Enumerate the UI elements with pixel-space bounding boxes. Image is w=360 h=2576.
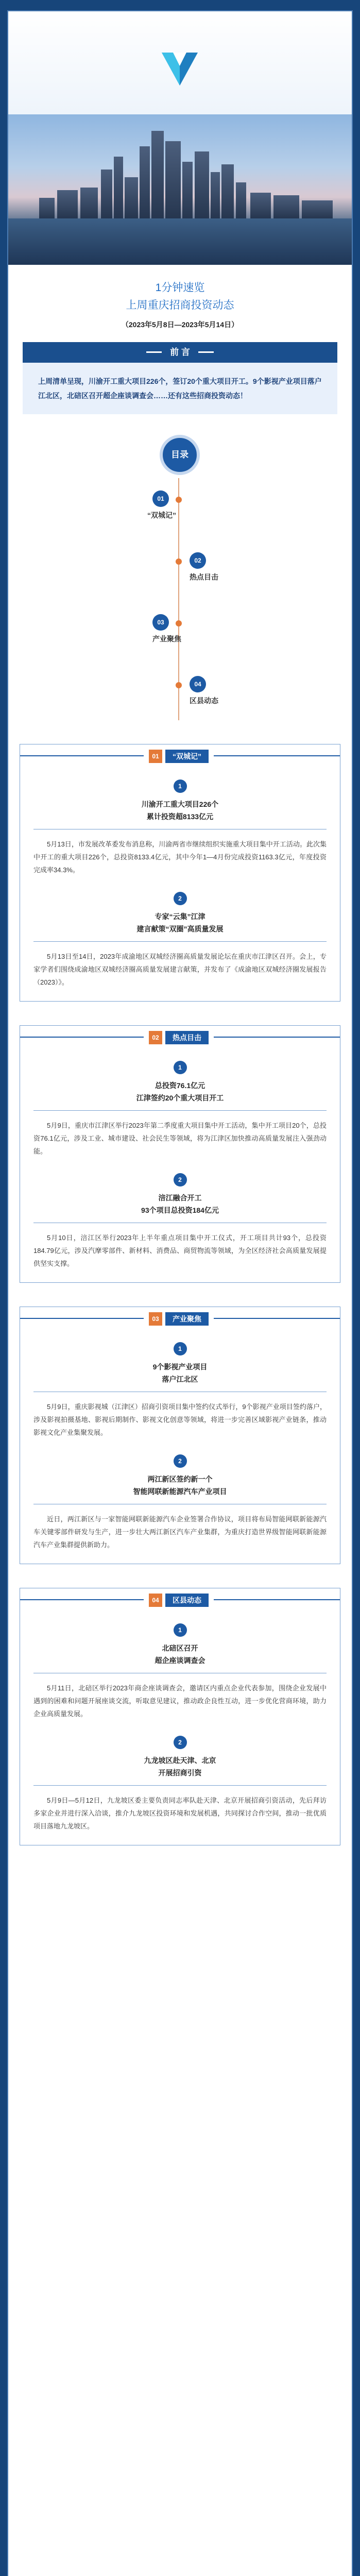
item-number: 1 bbox=[174, 1623, 187, 1637]
item-text: 近日，两江新区与一家智能网联新能源汽车企业签署合作协议，项目将布局智能网联新能源汽车关键零部件研发与生产，进一步壮大两江新区汽车产业集群，为重庆打造世界级智能网联新能源汽车产业集群提供新助力。 bbox=[33, 1515, 327, 1549]
preface-text: 上周清单呈现，川渝开工重大项目226个，签订20个重大项目开工。9个影视产业项目落户江北区，北碚区召开超企座谈调查会……还有这些招商投资动态！ bbox=[23, 363, 337, 414]
item-number: 2 bbox=[174, 1454, 187, 1468]
item-title: 北碚区召开 超企座谈调查会 bbox=[155, 1644, 205, 1665]
content-frame bbox=[7, 10, 353, 2576]
title-line2: 上周重庆招商投资动态 bbox=[126, 299, 234, 311]
item-number: 1 bbox=[174, 779, 187, 793]
toc-item-3[interactable]: 03 产业聚焦 bbox=[152, 614, 181, 644]
section-number: 01 bbox=[149, 750, 162, 763]
item-number: 2 bbox=[174, 1736, 187, 1749]
item-text: 5月11日，北碚区举行2023年商企座谈调查会，邀请区内重点企业代表参加，围绕企业发展中遇到的困难和问题开展座谈交流，听取意见建议，推动政企良性互动，进一步优化营商环境，助力企业高质量发展。 bbox=[33, 1684, 327, 1718]
section-district-news bbox=[20, 1588, 340, 1845]
section-header bbox=[20, 1588, 340, 1611]
section-header bbox=[20, 1026, 340, 1048]
section-double-city bbox=[20, 744, 340, 1002]
item-number: 2 bbox=[174, 892, 187, 905]
city-skyline-image bbox=[8, 114, 352, 265]
preface-heading: 前 言 bbox=[23, 342, 337, 363]
toc-item-2[interactable]: 02 热点目击 bbox=[190, 552, 218, 582]
section-header bbox=[20, 744, 340, 767]
section-title: 热点目击 bbox=[165, 1031, 209, 1044]
item-title: 涪江融合开工 93个项目总投资184亿元 bbox=[141, 1194, 219, 1214]
item-text: 5月13日至14日，2023年成渝地区双城经济圈高质量发展论坛在重庆市江津区召开。会上，专家学者们围绕成渝地区双城经济圈高质量发展建言献策，并发布了《成渝地区双城经济圈发展报告（2023）》。 bbox=[33, 953, 327, 986]
item-text: 5月9日—5月12日，九龙坡区委主要负责同志率队赴天津、北京开展招商引资活动，先后拜访多家企业并进行深入洽谈，推介九龙坡区投资环境和发展机遇，共同探讨合作空间，推动一批优质项目落地九龙坡区。 bbox=[33, 1797, 327, 1830]
section-title: 产业聚焦 bbox=[165, 1312, 209, 1326]
toc-item-1[interactable]: 01 “双城记” bbox=[152, 490, 176, 520]
section-title: 区县动态 bbox=[165, 1594, 209, 1607]
header-banner bbox=[8, 11, 352, 114]
title-block bbox=[8, 265, 352, 330]
date-range: （2023年5月8日—2023年5月14日） bbox=[121, 320, 239, 329]
item-title: 九龙坡区赴天津、北京 开展招商引资 bbox=[144, 1756, 216, 1777]
title-line1: 1分钟速览 bbox=[155, 282, 205, 294]
table-of-contents bbox=[8, 435, 352, 744]
item-title: 川渝开工重大项目226个 累计投资超8133亿元 bbox=[141, 800, 219, 821]
item-number: 2 bbox=[174, 1173, 187, 1187]
toc-title: 目录 bbox=[160, 435, 200, 475]
item-title: 9个影视产业项目 落户江北区 bbox=[152, 1363, 208, 1383]
section-header bbox=[20, 1307, 340, 1330]
item-title: 专家“云集”江津 建言献策“双圈”高质量发展 bbox=[136, 912, 224, 933]
section-hot-spots bbox=[20, 1025, 340, 1283]
item-text: 5月9日，重庆影视城（江津区）招商引资项目集中签约仪式举行，9个影视产业项目签约落户，涉及影视拍摄基地、影视后期制作、影视文化创意等领域，将进一步完善区域影视产业链条，推动影视文化产业集聚发展。 bbox=[33, 1403, 327, 1436]
section-number: 03 bbox=[149, 1312, 162, 1326]
item-title: 总投资76.1亿元 江津签约20个重大项目开工 bbox=[136, 1081, 224, 1102]
item-text: 5月9日，重庆市江津区举行2023年第二季度重大项目集中开工活动，集中开工项目20个，总投资76.1亿元，涉及工业、城市建设、社会民生等领域，将为江津区加快推动高质量发展注入强劲动能。 bbox=[33, 1122, 327, 1155]
item-number: 1 bbox=[174, 1342, 187, 1355]
section-industry-focus bbox=[20, 1307, 340, 1564]
item-number: 1 bbox=[174, 1061, 187, 1074]
section-number: 02 bbox=[149, 1031, 162, 1044]
section-number: 04 bbox=[149, 1594, 162, 1607]
item-title: 两江新区签约新一个 智能网联新能源汽车产业项目 bbox=[133, 1475, 227, 1496]
logo-icon bbox=[158, 45, 202, 90]
section-title: “双城记” bbox=[165, 750, 209, 763]
item-text: 5月13日，市发展改革委发布消息称，川渝两省市继续组织实施重大项目集中开工活动。此次集中开工的重大项目226个，总投资8133.4亿元，其中今年1—4月份完成投资1163.3亿元，年度投资完成率34.3%。 bbox=[33, 840, 327, 874]
toc-item-4[interactable]: 04 区县动态 bbox=[190, 676, 218, 706]
item-text: 5月10日，涪江区举行2023年上半年重点项目集中开工仪式，开工项目共计93个，总投资184.79亿元，涉及汽摩零部件、新材料、消费品、商贸物流等领域，为全区经济社会高质量发展提供坚实支撑。 bbox=[33, 1234, 327, 1267]
